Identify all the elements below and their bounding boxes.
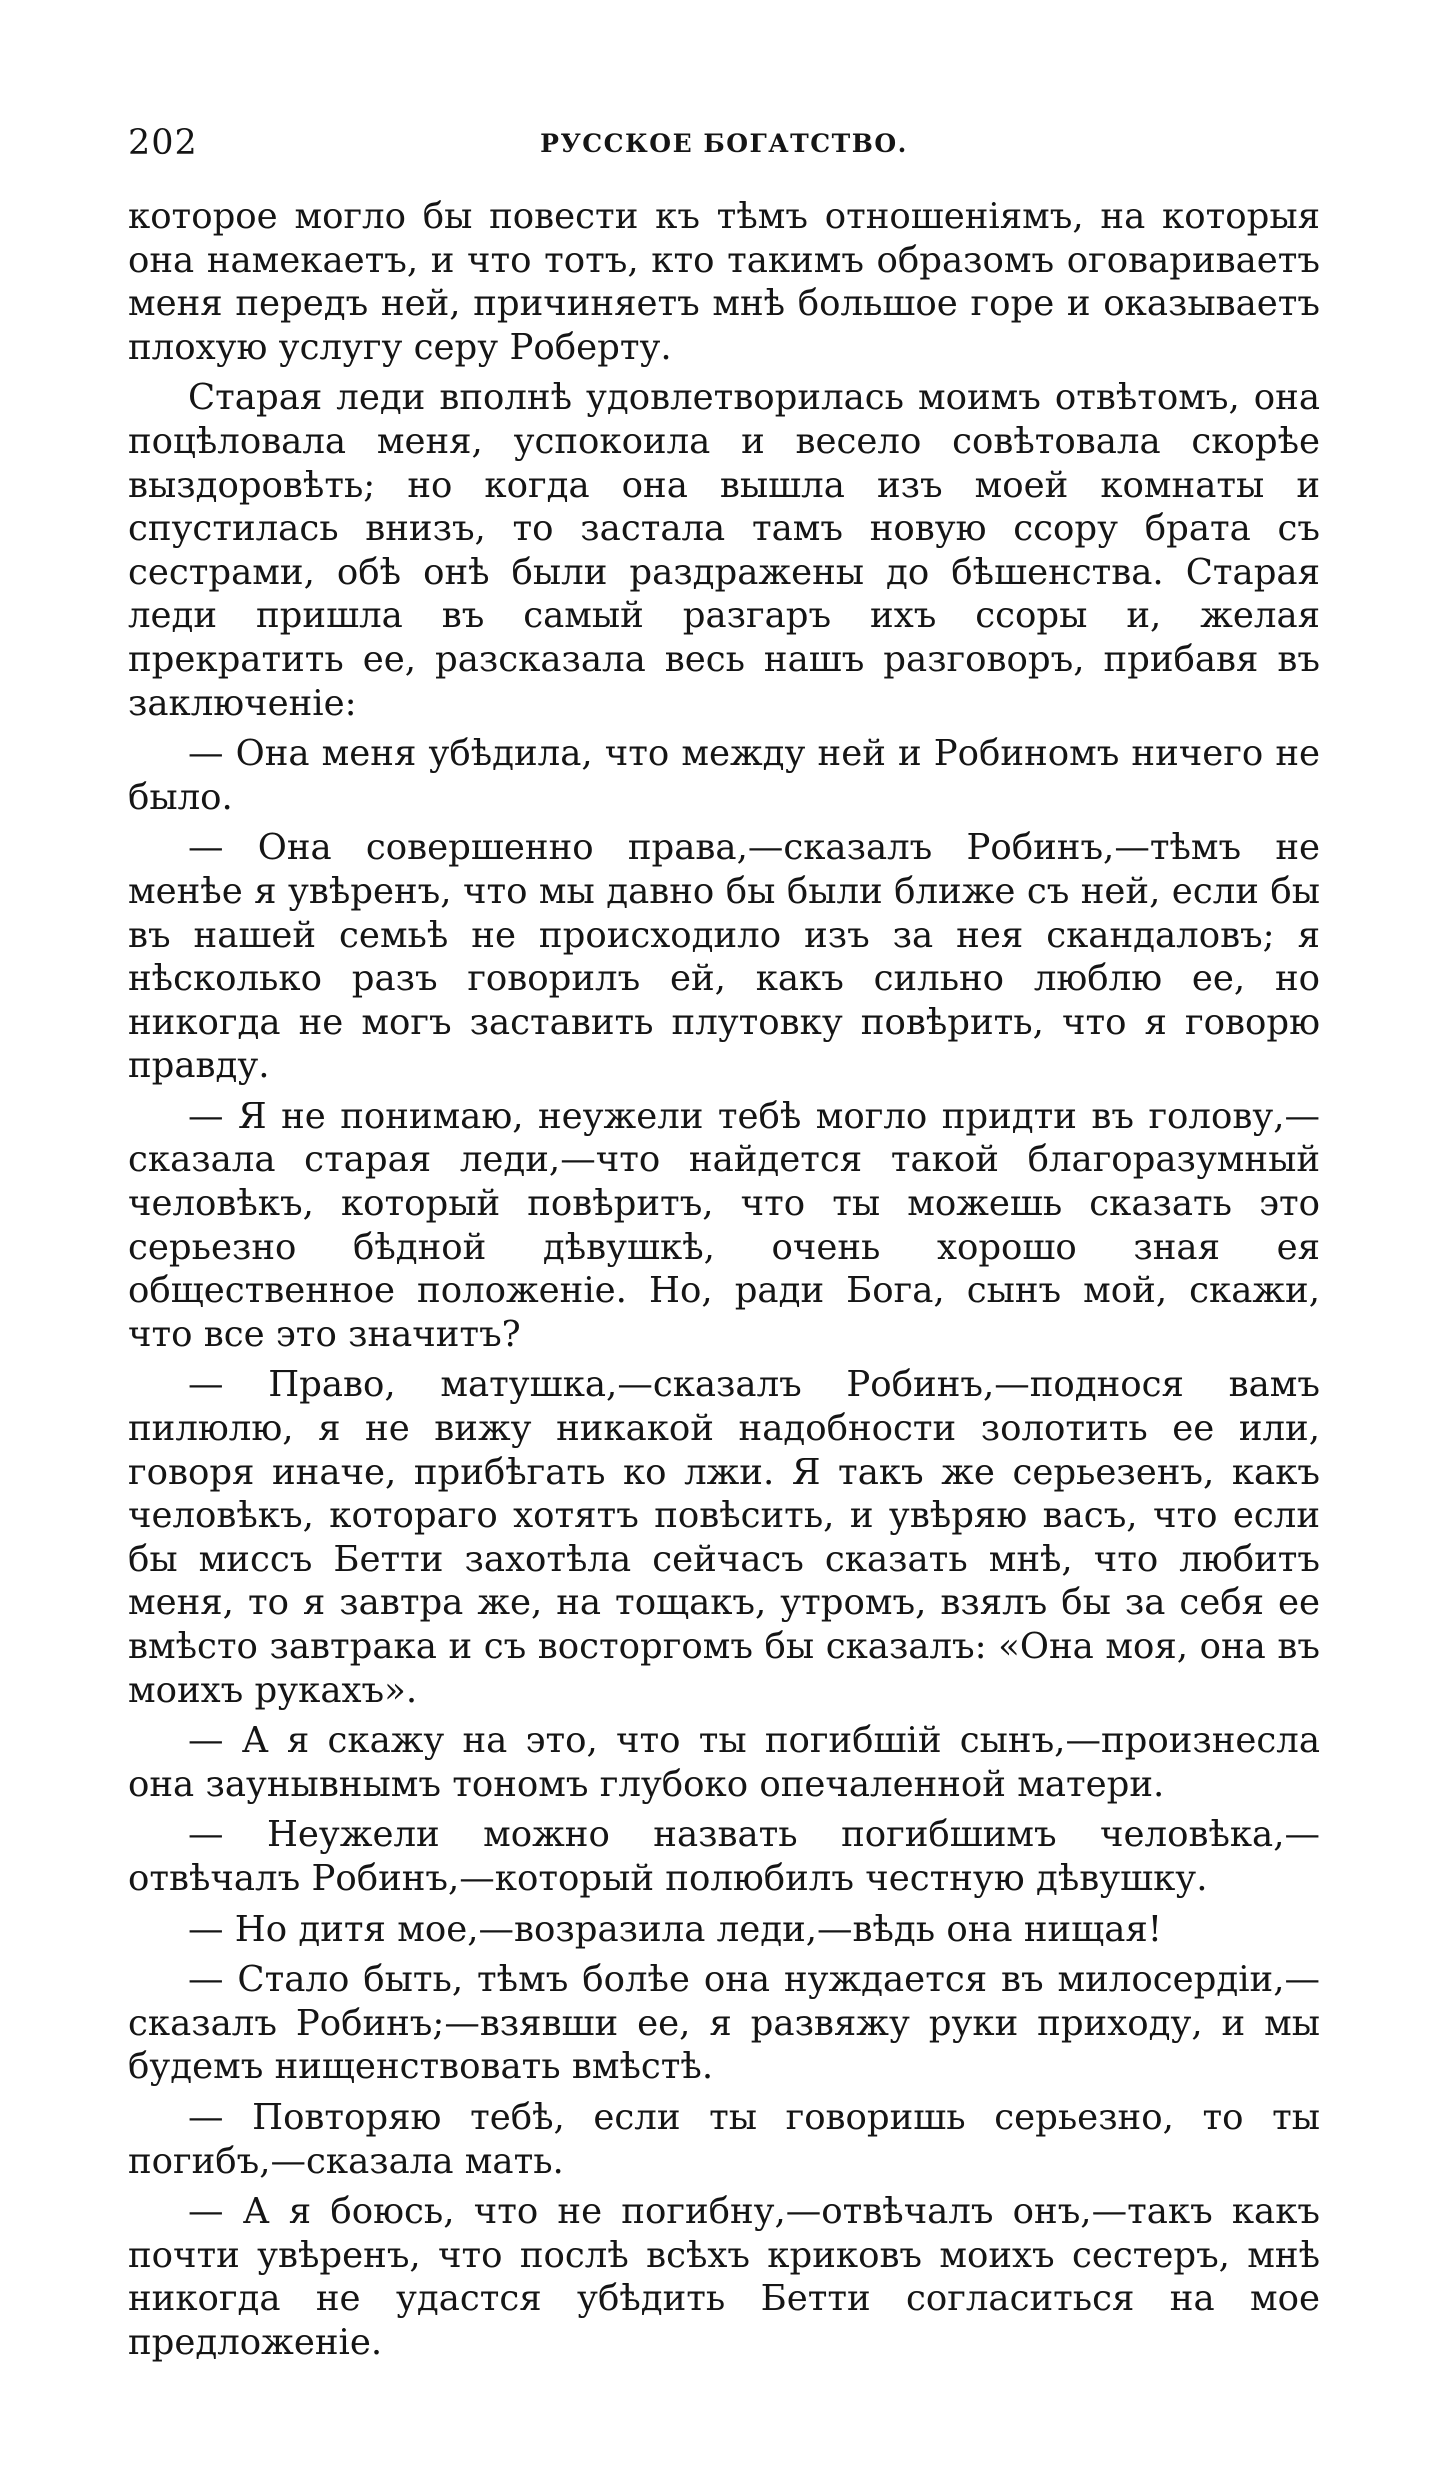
dialogue-paragraph: — А я скажу на это, что ты погибшій сынъ,—произнесла она заунывнымъ тономъ глубоко опечаленной матери. bbox=[128, 1720, 1320, 1805]
dialogue-paragraph: — Она меня убѣдила, что между ней и Робиномъ ничего не было. bbox=[128, 733, 1320, 818]
paragraph: Старая леди вполнѣ удовлетворилась моимъ отвѣтомъ, она поцѣловала меня, успокоила и весело совѣтовала скорѣе выздоровѣть; но когда она вышла изъ моей комнаты и спустилась внизъ, то застала тамъ новую ссору брата съ сестрами, обѣ онѣ были раздражены до бѣшенства. Старая леди пришла въ самый разгаръ ихъ ссоры и, желая прекратить ее, разсказала весь нашъ разговоръ, прибавя въ заключеніе: bbox=[128, 377, 1320, 724]
dialogue-paragraph: — Право, матушка,—сказалъ Робинъ,—поднося вамъ пилюлю, я не вижу никакой надобности золотить ее или, говоря иначе, прибѣгать ко лжи. Я такъ же серьезенъ, какъ человѣкъ, котораго хотятъ повѣсить, и увѣряю васъ, что если бы миссъ Бетти захотѣла сейчасъ сказать мнѣ, что любитъ меня, то я завтра же, на тощакъ, утромъ, взялъ бы за себя ее вмѣсто завтрака и съ восторгомъ бы сказалъ: «Она моя, она въ моихъ рукахъ». bbox=[128, 1364, 1320, 1711]
dialogue-paragraph: — Стало быть, тѣмъ болѣе она нуждается въ милосердіи,—сказалъ Робинъ;—взявши ее, я развяжу руки приходу, и мы будемъ нищенствовать вмѣстѣ. bbox=[128, 1959, 1320, 2088]
dialogue-paragraph: — Неужели можно назвать погибшимъ человѣка,—отвѣчалъ Робинъ,—который полюбилъ честную дѣвушку. bbox=[128, 1814, 1320, 1899]
dialogue-paragraph: — А я боюсь, что не погибну,—отвѣчалъ онъ,—такъ какъ почти увѣренъ, что послѣ всѣхъ криковъ моихъ сестеръ, мнѣ никогда не удастся убѣдить Бетти согласиться на мое предложеніе. bbox=[128, 2191, 1320, 2363]
dialogue-paragraph: — Но дитя мое,—возразила леди,—вѣдь она нищая! bbox=[188, 1908, 1163, 1950]
running-header bbox=[128, 118, 1320, 168]
dialogue-paragraph: — Она совершенно права,—сказалъ Робинъ,—тѣмъ не менѣе я увѣренъ, что мы давно бы были ближе съ ней, если бы въ нашей семьѣ не происходило изъ за нея скандаловъ; я нѣсколько разъ говорилъ ей, какъ сильно люблю ее, но никогда не могъ заставить плутовку повѣрить, что я говорю правду. bbox=[128, 827, 1320, 1087]
dialogue-paragraph: — Я не понимаю, неужели тебѣ могло придти въ голову,—сказала старая леди,—что найдется такой благоразумный человѣкъ, который повѣритъ, что ты можешь сказать это серьезно бѣдной дѣвушкѣ, очень хорошо зная ея общественное положеніе. Но, ради Бога, сынъ мой, скажи, что все это значитъ? bbox=[128, 1095, 1320, 1355]
paragraph-continued: которое могло бы повести къ тѣмъ отношеніямъ, на которыя она намекаетъ, и что тотъ, кто такимъ образомъ оговариваетъ меня передъ ней, причиняетъ мнѣ большое горе и оказываетъ плохую услугу серу Роберту. bbox=[128, 196, 1320, 368]
text-body bbox=[128, 195, 1320, 2372]
dialogue-paragraph: — Повторяю тебѣ, если ты говоришь серьезно, то ты погибъ,—сказала мать. bbox=[128, 2096, 1320, 2182]
running-title: РУССКОЕ БОГАТСТВО. bbox=[540, 129, 908, 158]
page-number: 202 bbox=[128, 123, 198, 163]
